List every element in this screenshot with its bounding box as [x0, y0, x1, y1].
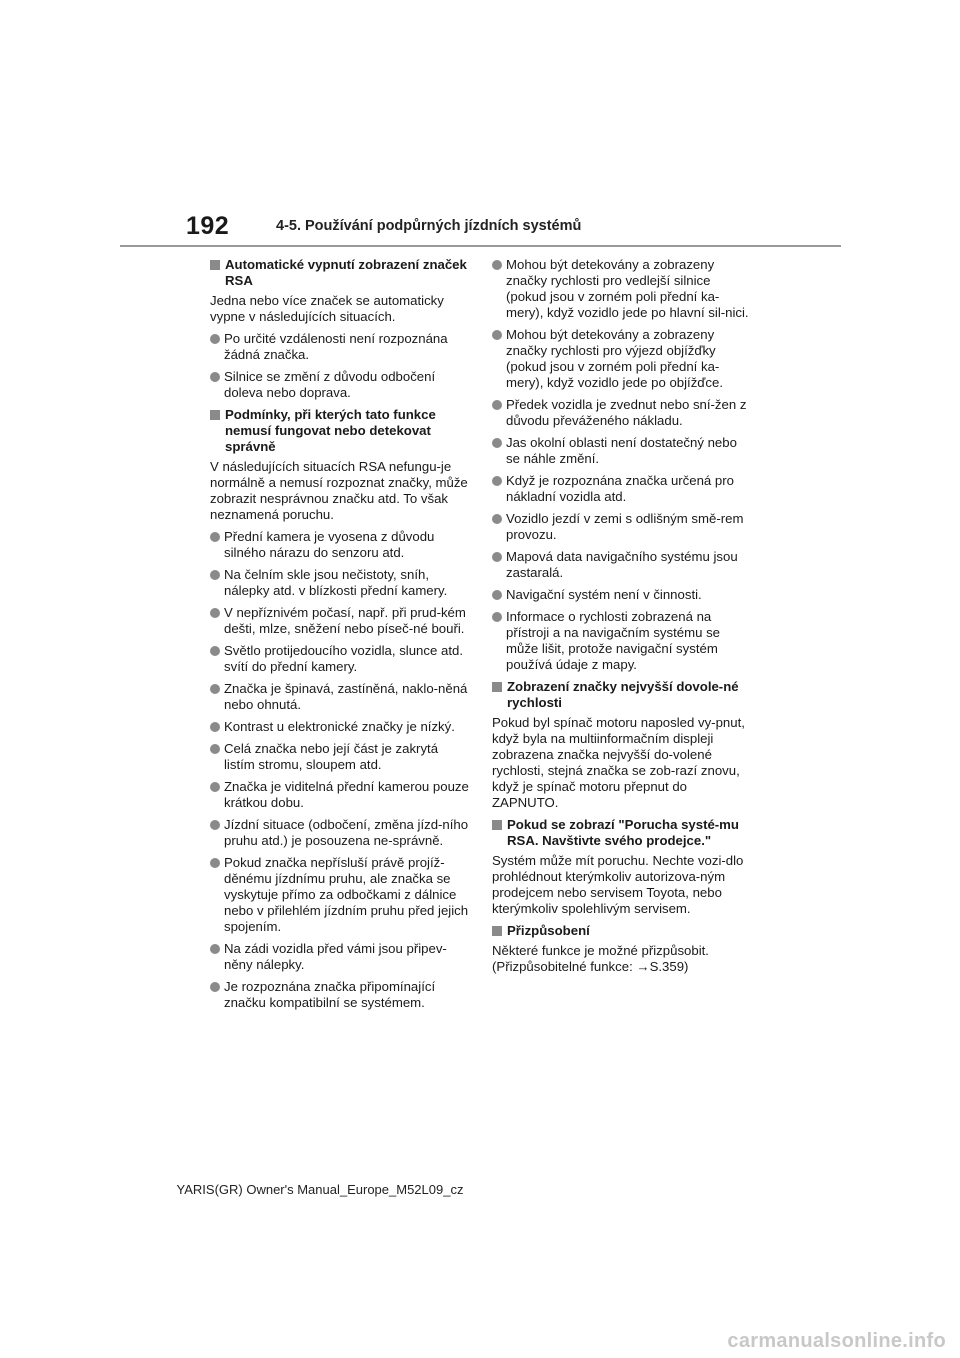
section-title: 4-5. Používání podpůrných jízdních systémů — [276, 218, 582, 234]
section-heading: Pokud se zobrazí "Porucha systé-mu RSA. Navštivte svého prodejce." — [492, 817, 754, 849]
bullet-item: Jas okolní oblasti není dostatečný nebo se náhle změní. — [492, 435, 754, 467]
bullet-item: Celá značka nebo její část je zakrytá listím stromu, sloupem atd. — [210, 741, 472, 773]
page-number: 192 — [186, 212, 230, 240]
bullet-item: Navigační systém není v činnosti. — [492, 587, 754, 603]
paragraph: Jedna nebo více značek se automaticky vypne v následujících situacích. — [210, 293, 444, 324]
bullet-item: Silnice se změní z důvodu odbočení doleva nebo doprava. — [210, 369, 472, 401]
bullet-item: Je rozpoznána značka připomínající značku kompatibilní se systémem. — [210, 979, 472, 1011]
bullet-item: Informace o rychlosti zobrazená na přístroji a na navigačním systému se může lišit, protože navigační systém používá údaje z mapy. — [492, 609, 754, 673]
bullet-item: Vozidlo jezdí v zemi s odlišným smě-rem provozu. — [492, 511, 754, 543]
bullet-item: Značka je viditelná přední kamerou pouze krátkou dobu. — [210, 779, 472, 811]
section-heading: Podmínky, při kterých tato funkce nemusí fungovat nebo detekovat správně — [210, 407, 472, 455]
header-divider — [120, 245, 841, 247]
bullet-item: Když je rozpoznána značka určená pro nákladní vozidla atd. — [492, 473, 754, 505]
bullet-item: Kontrast u elektronické značky je nízký. — [210, 719, 472, 735]
bullet-item: Pokud značka nepřísluší právě projíž-děnému jízdnímu pruhu, ale značka se vyskytuje přímo za odbočkami z dálnice nebo v přilehlém jízdním pruhu před jejich spojením. — [210, 855, 472, 935]
paragraph: Pokud byl spínač motoru naposled vy-pnut, když byla na multiinformačním displeji zobrazena značka nejvyšší do-volené rychlosti, stejná značka se zob-razí znovu, když je spínač motoru přepnut do ZAPNUTO. — [492, 715, 745, 810]
paragraph: Některé funkce je možné přizpůsobit. (Přizpůsobitelné funkce: →S.359) — [492, 943, 709, 974]
bullet-item: Jízdní situace (odbočení, změna jízd-ního pruhu atd.) je posouzena ne-správně. — [210, 817, 472, 849]
bullet-item: V nepříznivém počasí, např. při prud-kém dešti, mlze, sněžení nebo píseč-né bouři. — [210, 605, 472, 637]
section-heading: Automatické vypnutí zobrazení značek RSA — [210, 257, 472, 289]
footer-text: YARIS(GR) Owner's Manual_Europe_M52L09_cz — [176, 1182, 464, 1197]
bullet-item: Na čelním skle jsou nečistoty, sníh, nálepky atd. v blízkosti přední kamery. — [210, 567, 472, 599]
bullet-item: Mohou být detekovány a zobrazeny značky rychlosti pro výjezd objížďky (pokud jsou v zorném poli přední ka-mery), když vozidlo jede po objížďce. — [492, 327, 754, 391]
section-heading: Zobrazení značky nejvyšší dovole-né rychlosti — [492, 679, 754, 711]
bullet-item: Značka je špinavá, zastíněná, naklo-něná nebo ohnutá. — [210, 681, 472, 713]
section-heading: Přizpůsobení — [492, 923, 754, 939]
bullet-item: Světlo protijedoucího vozidla, slunce atd. svítí do přední kamery. — [210, 643, 472, 675]
bullet-item: Po určité vzdálenosti není rozpoznána žádná značka. — [210, 331, 472, 363]
left-column — [210, 257, 472, 1017]
bullet-item: Přední kamera je vyosena z důvodu silného nárazu do senzoru atd. — [210, 529, 472, 561]
bullet-item: Mohou být detekovány a zobrazeny značky rychlosti pro vedlejší silnice (pokud jsou v zorném poli přední ka-mery), když vozidlo jede po hlavní sil-nici. — [492, 257, 754, 321]
bullet-item: Mapová data navigačního systému jsou zastaralá. — [492, 549, 754, 581]
watermark-text: carmanualsonline.info — [727, 1330, 946, 1352]
paragraph: V následujících situacích RSA nefungu-je normálně a nemusí rozpoznat značky, může zobrazit nesprávnou značku atd. To však neznamená poruchu. — [210, 459, 468, 522]
paragraph: Systém může mít poruchu. Nechte vozi-dlo prohlédnout kterýmkoliv autorizova-ným prodejcem nebo servisem Toyota, nebo kterýmkoliv spolehlivým servisem. — [492, 853, 744, 916]
bullet-item: Na zádi vozidla před vámi jsou připev-něny nálepky. — [210, 941, 472, 973]
bullet-item: Předek vozidla je zvednut nebo sní-žen z důvodu převáženého nákladu. — [492, 397, 754, 429]
right-column — [492, 257, 754, 981]
